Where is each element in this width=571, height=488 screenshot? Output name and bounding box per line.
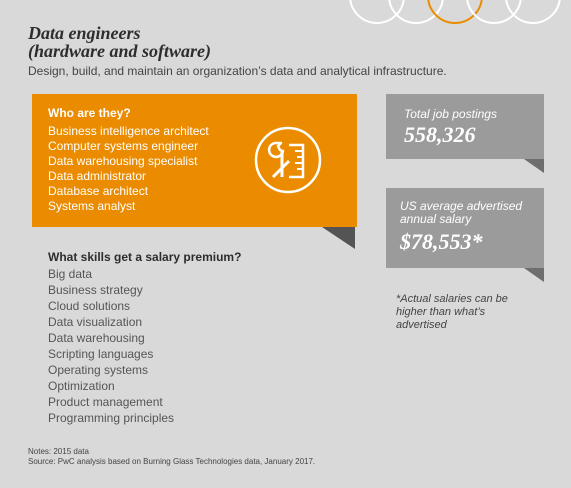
salary-stat-box — [386, 188, 544, 268]
salary-footnote — [396, 293, 536, 332]
skill-item: Data visualization — [48, 315, 143, 329]
skill-item: Cloud solutions — [48, 299, 131, 313]
page-subtitle: Design, build, and maintain an organization’s data and analytical infrastructure. — [28, 64, 447, 78]
source-notes — [28, 447, 315, 467]
skills-list — [48, 266, 174, 426]
title-line-1: Data engineers — [28, 23, 141, 43]
who-heading: Who are they? — [48, 106, 131, 120]
skill-item: Product management — [48, 395, 163, 409]
postings-stat-tail — [524, 159, 544, 173]
salary-stat-tail — [524, 268, 544, 282]
source-line: Source: PwC analysis based on Burning Glass Technologies data, January 2017. — [28, 457, 316, 466]
skill-item: Big data — [48, 267, 93, 281]
salary-label-line-1: US average advertised — [400, 199, 523, 213]
footnote-line: higher than what’s — [396, 306, 486, 318]
skill-item: Optimization — [48, 379, 115, 393]
role-item: Computer systems engineer — [48, 139, 199, 153]
skills-heading: What skills get a salary premium? — [48, 250, 242, 264]
role-item: Data administrator — [48, 169, 147, 183]
notes-line: Notes: 2015 data — [28, 447, 89, 456]
footnote-line: advertised — [396, 319, 447, 331]
salary-value: $78,553* — [400, 229, 483, 254]
decor-circle — [505, 0, 561, 24]
skill-item: Data warehousing — [48, 331, 145, 345]
tools-icon — [253, 125, 323, 195]
footnote-line: *Actual salaries can be — [396, 293, 508, 305]
skill-item: Operating systems — [48, 363, 149, 377]
salary-label-line-2: annual salary — [400, 212, 472, 226]
page-title — [28, 24, 211, 60]
role-item: Database architect — [48, 184, 149, 198]
postings-value: 558,326 — [404, 122, 476, 147]
who-panel-tail — [322, 227, 355, 249]
title-line-2: (hardware and software) — [28, 41, 212, 61]
role-item: Data warehousing specialist — [48, 154, 198, 168]
skill-item: Programming principles — [48, 411, 175, 425]
role-item: Business intelligence architect — [48, 124, 209, 138]
skill-item: Business strategy — [48, 283, 143, 297]
roles-list — [48, 124, 209, 214]
postings-stat-box — [386, 94, 544, 159]
skill-item: Scripting languages — [48, 347, 154, 361]
postings-label: Total job postings — [404, 107, 497, 121]
role-item: Systems analyst — [48, 199, 136, 213]
